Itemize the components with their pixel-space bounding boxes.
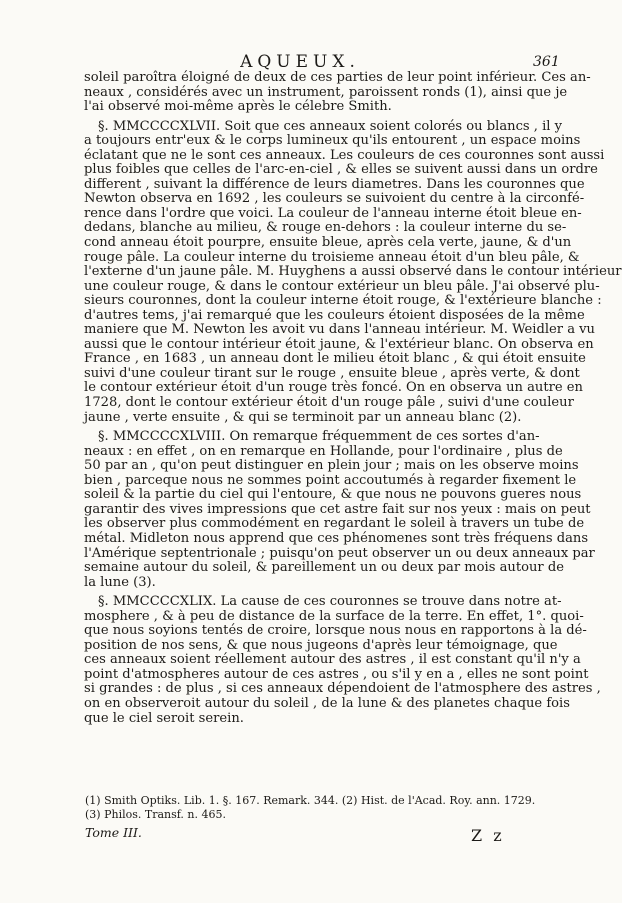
text-line: dedans, blanche au milieu, & rouge en-dehors : la couleur interne du se- <box>84 220 567 236</box>
text-line: semaine autour du soleil, & pareillement un ou deux par mois autour de <box>84 560 564 576</box>
text-line: bien , parceque nous ne sommes point accoutumés à regarder fixement le <box>84 472 577 488</box>
text-line: l'ai observé moi-même après le célebre Smith. <box>84 99 392 115</box>
text-line: éclatant que ne le sont ces anneaux. Les couleurs de ces couronnes sont aussi <box>84 147 605 163</box>
text-line: neaux , considérés avec un instrument, paroissent ronds (1), ainsi que je <box>84 84 568 100</box>
text-line: aussi que le contour intérieur étoit jaune, & l'extérieur blanc. On observa en <box>84 336 594 352</box>
text-line: different , suivant la différence de leurs diametres. Dans les couronnes que <box>84 176 585 192</box>
text-line: métal. Midleton nous apprend que ces phénomenes sont très fréquens dans <box>84 530 589 546</box>
text-line: l'Amérique septentrionale ; puisqu'on peut observer un ou deux anneaux par <box>84 545 595 561</box>
text-line: l'externe d'un jaune pâle. M. Huyghens a aussi observé dans le contour intérieur <box>84 264 622 280</box>
footnote-line: (1) Smith Optiks. Lib. 1. §. 167. Remark. 344. (2) Hist. de l'Acad. Roy. ann. 1729. <box>85 794 536 807</box>
text-line: §. MMCCCCXLVII. Soit que ces anneaux soient colorés ou blancs , il y <box>98 118 563 134</box>
text-line: cond anneau étoit pourpre, ensuite bleue, après cela verte, jaune, & d'un <box>84 235 572 251</box>
text-line: 50 par an , qu'on peut distinguer en plein jour ; mais on les observe moins <box>84 458 579 474</box>
signature-mark: Z z <box>471 826 505 845</box>
page-number: 361 <box>533 54 560 70</box>
text-line: suivi d'une couleur tirant sur le rouge , ensuite bleue , après verte, & dont <box>84 365 580 381</box>
tome-label: Tome III. <box>85 825 142 840</box>
text-line: le contour extérieur étoit d'un rouge très foncé. On en observa un autre en <box>84 380 583 396</box>
text-line: soleil & la partie du ciel qui l'entoure, & que nous ne pouvons gueres nous <box>84 487 582 503</box>
text-line: mosphere , & à peu de distance de la surface de la terre. En effet, 1°. quoi- <box>84 608 584 624</box>
text-line: la lune (3). <box>84 574 156 590</box>
text-line: jaune , verte ensuite , & qui se terminoit par un anneau blanc (2). <box>84 409 522 425</box>
text-line: 1728, dont le contour extérieur étoit d'un rouge pâle , suivi d'une couleur <box>84 395 574 411</box>
text-line: d'autres tems, j'ai remarqué que les couleurs étoient disposées de la même <box>84 307 585 323</box>
text-line: position de nos sens, & que nous jugeons d'après leur témoignage, que <box>84 637 558 653</box>
running-title: AQUEUX. <box>240 52 360 72</box>
text-line: sieurs couronnes, dont la couleur interne étoit rouge, & l'extérieure blanche : <box>84 293 602 309</box>
text-line: ces anneaux soient réellement autour des astres , il est constant qu'il n'y a <box>84 652 581 668</box>
text-line: point d'atmospheres autour de ces astres , ou s'il y en a , elles ne sont point <box>84 666 589 682</box>
text-line: que nous soyions tentés de croire, lorsque nous nous en rapportons à la dé- <box>84 623 587 639</box>
body-text <box>84 70 622 726</box>
text-line: rouge pâle. La couleur interne du troisieme anneau étoit d'un bleu pâle, & <box>84 249 580 265</box>
text-line: que le ciel seroit serein. <box>84 710 244 726</box>
text-line: neaux : en effet , on en remarque en Hollande, pour l'ordinaire , plus de <box>84 443 563 459</box>
text-line: garantir des vives impressions que cet astre fait sur nos yeux : mais on peut <box>84 501 591 517</box>
text-line: §. MMCCCCXLVIII. On remarque fréquemment de ces sortes d'an- <box>98 429 540 445</box>
text-line: Newton observa en 1692 , les couleurs se suivoient du centre à la circonfé- <box>84 191 585 207</box>
text-line: soleil paroîtra éloigné de deux de ces parties de leur point inférieur. Ces an- <box>84 70 591 85</box>
text-line: §. MMCCCCXLIX. La cause de ces couronnes se trouve dans notre at- <box>98 594 562 610</box>
text-line: France , en 1683 , un anneau dont le milieu étoit blanc , & qui étoit ensuite <box>84 351 586 367</box>
text-line: on en observeroit autour du soleil , de la lune & des planetes chaque fois <box>84 695 570 711</box>
text-line: plus foibles que celles de l'arc-en-ciel , & elles se suivent aussi dans un ordre <box>84 162 598 178</box>
text-line: maniere que M. Newton les avoit vu dans l'anneau intérieur. M. Weidler a vu <box>84 322 595 338</box>
footnotes <box>85 794 555 822</box>
text-line: les observer plus commodément en regardant le soleil à travers un tube de <box>84 516 585 532</box>
text-line: rence dans l'ordre que voici. La couleur de l'anneau interne étoit bleue en- <box>84 205 582 221</box>
text-line: une couleur rouge, & dans le contour extérieur un bleu pâle. J'ai observé plu- <box>84 278 600 294</box>
text-line: si grandes : de plus , si ces anneaux dépendoient de l'atmosphere des astres , <box>84 681 601 697</box>
text-line: a toujours entr'eux & le corps lumineux qu'ils entourent , un espace moins <box>84 133 581 149</box>
footnote-line: (3) Philos. Transf. n. 465. <box>85 808 226 821</box>
